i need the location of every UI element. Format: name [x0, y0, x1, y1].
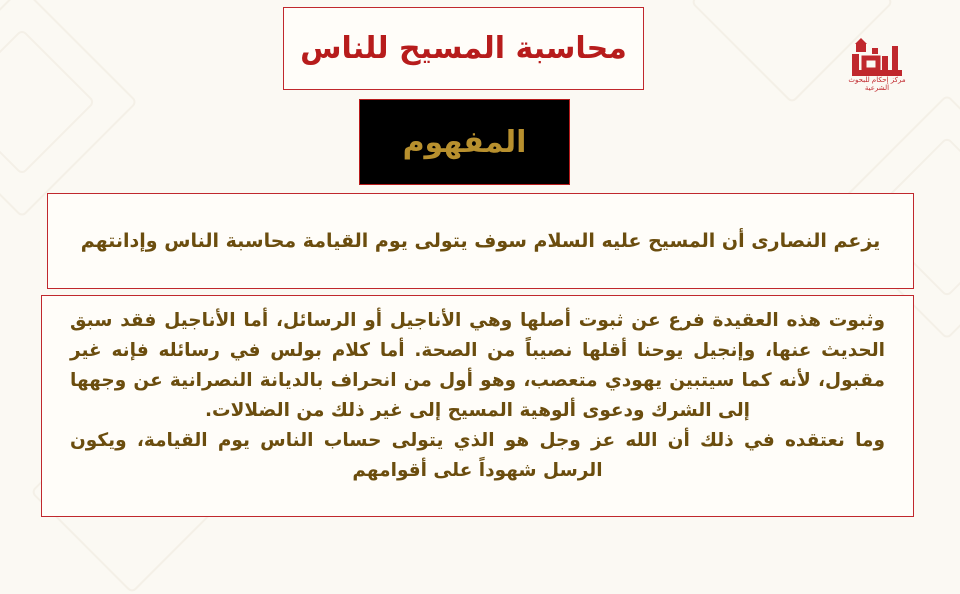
body-paragraph-2: وما نعتقده في ذلك أن الله عز وجل هو الذي يتولى حساب الناس يوم القيامة، ويكون الرسل شهوداً على أقوامهم	[70, 430, 885, 481]
title-box	[283, 7, 644, 90]
concept-heading-box	[359, 99, 570, 185]
body-paragraph-1: وثبوت هذه العقيدة فرع عن ثبوت أصلها وهي الأناجيل أو الرسائل، أما الأناجيل فقد سبق الحديث عنها، وإنجيل يوحنا أقلها نصيباً من الصحة. أما كلام بولس في رسائله فإنه غير مقبول، لأنه كما سيتبين يهودي متعصب، وهو أول من انحراف بالديانة النصرانية عن وجهها إلى الشرك ودعوى ألوهية المسيح إلى غير ذلك من الضلالات.	[70, 310, 885, 421]
slide-title: محاسبة المسيح للناس	[300, 31, 627, 66]
brand-logo-subtitle: مركز إحكام للبحوث الشرعية	[848, 76, 906, 92]
claim-text: يزعم النصارى أن المسيح عليه السلام سوف يتولى يوم القيامة محاسبة الناس وإدانتهم	[80, 230, 881, 252]
concept-heading: المفهوم	[402, 124, 527, 160]
claim-box	[47, 193, 914, 289]
body-text-box	[41, 295, 914, 517]
